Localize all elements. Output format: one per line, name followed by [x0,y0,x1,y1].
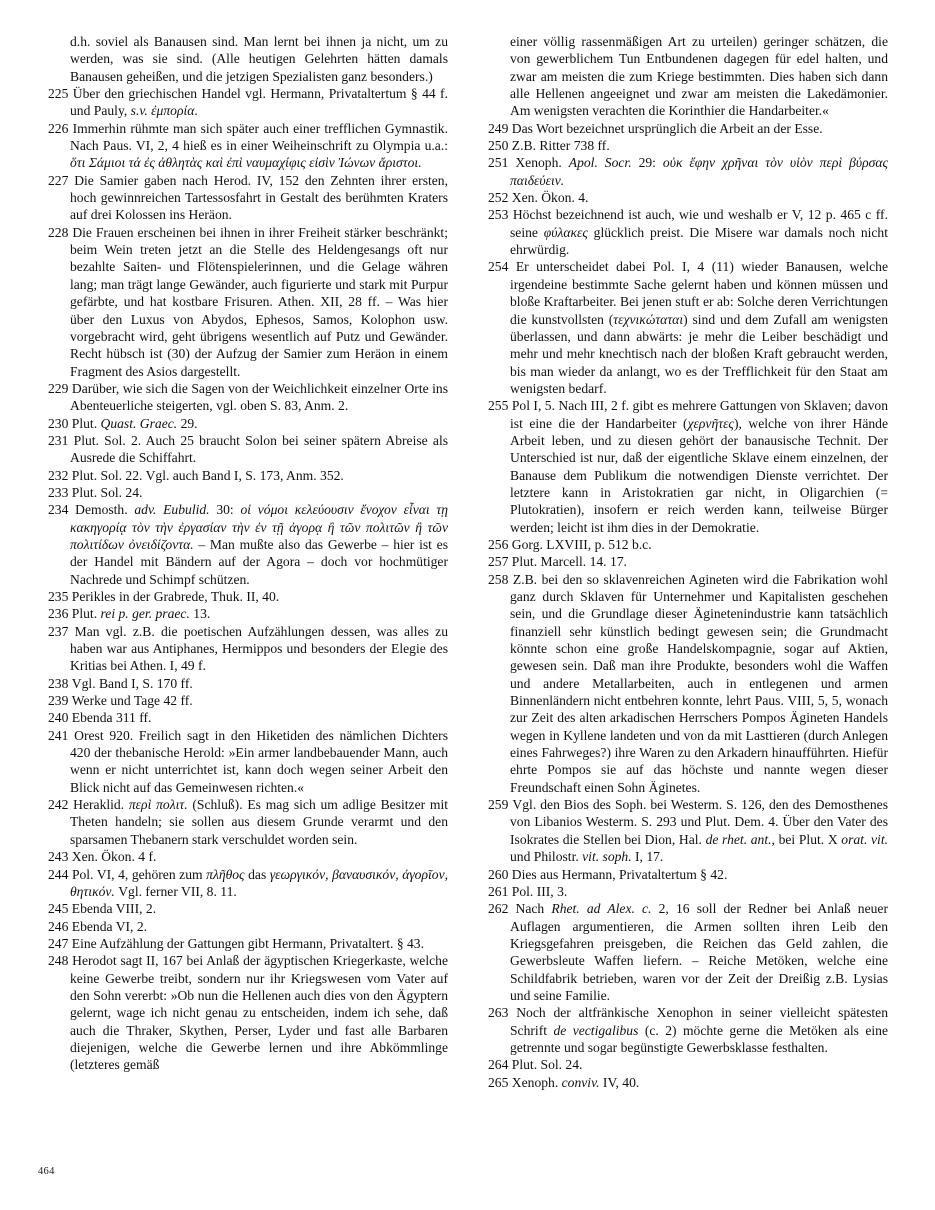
endnote-number: 246 [48,918,72,934]
endnote [48,900,448,917]
endnote-number: 226 [48,120,73,136]
endnote-text: . [194,103,198,119]
endnote-text: Man vgl. z.B. die poetischen Aufzählungen dessen, was alles zu haben war aus Antiphanes, Hermippos und besonders der Elegie des Kritias bei Athen. I, 49 f. [70,623,448,674]
endnote [48,172,448,224]
endnote-text: Pol I, 5. Nach III, 2 f. gibt es mehrere Gattungen von Sklaven; davon ist eine die der Handarbeiter ( [510,398,889,431]
endnote [488,1004,888,1056]
endnote [488,258,888,397]
endnote-number: 254 [488,259,516,275]
endnote-text: glücklich preist. Die Misere war damals noch nicht ehrwürdig. [510,224,888,258]
endnote-number: 248 [48,953,73,969]
endnote-text: Plut. Sol. 2. Auch 25 braucht Solon bei seiner spätern Abreise als Ausrede die Schiffahrt. [70,432,449,466]
endnote-text: das [244,866,270,882]
endnote-text: (Schluß). Es mag sich um adlige Besitzer mit Theten handeln; sie sollen aus diesem Grunde verarmt und den sparsamen Thebanern stark verschuldet worden sein. [70,797,449,847]
left-column [48,33,448,1091]
endnote [48,796,448,848]
endnote-text: IV, 40. [599,1074,640,1090]
endnote-number: 227 [48,172,75,188]
endnote [48,935,448,952]
endnote-number: 264 [488,1057,512,1073]
endnote [488,536,888,553]
endnote-text: ) sind und dem Zufall am wenigsten überlassen, und dann abwärts: je mehr die Leiber beschädigt und mehr und mehr knechtisch nach der bloßen Kraft gebraucht werden, bis man wieder da anlangt, wo es der Trefflichkeit für den Staat am wenigsten bedarf. [510,311,888,396]
page-folio-number: 464 [38,1166,55,1177]
endnote [48,588,448,605]
endnote-text: Xenoph. [511,1074,562,1090]
italic-citation: de vectigalibus [553,1022,639,1038]
endnote-text: Über den griechischen Handel vgl. Hermann, Privataltertum § 44 f. und Pauly, [70,86,448,119]
endnote-text: Vgl. ferner VII, 8. 11. [114,883,237,899]
endnote [48,605,448,622]
endnote [488,397,888,536]
endnote-number: 259 [488,797,513,813]
endnote [48,224,448,380]
endnote [48,623,448,675]
endnote [48,675,448,692]
right-column [488,33,888,1091]
italic-citation: vit. soph. [582,849,632,865]
endnote-number: 251 [488,155,516,171]
endnote-text: Xen. Ökon. 4. [511,190,589,206]
endnote-number: 228 [48,224,73,240]
endnote-text: Ebenda VIII, 2. [71,901,157,917]
italic-citation: conviv. [561,1074,600,1090]
endnote [488,1056,888,1073]
endnote-text: Z.B. bei den so sklavenreichen Agineten wird die Fabrikation wohl ganz durch Sklaven für Unternehmer und Kapitalisten geschehen sein, und die Grundlage dieser Äginetenindustrie kann tatsächlich finanziell sehr künstlich bedingt gewesen sein; die Grundmacht könnte schon eine große Handelskompagnie, sogar auf Aktien, gewesen sein. Daß man ihre Produkte, besonders wohl die Waffen und andere Metallarbeiten, auch in entlegenen und armen Binnenländern nicht entbehren konnte, lehrt Paus. VIII, 5, 5, wonach zur Zeit des alten arkadischen Herrschers Pompos Ägineten Handels wegen in Kyllene landeten und von da mit Lasttieren (durch Anlegen eines Fahrweges?) ihre Waren zu den Arkadern hinaufführten. Hiefür ehrte Pompos sie auf das höchste und nannte wegen dieser Freundschaft einen Sohn Äginetes. [510,571,888,795]
endnote-number: 239 [48,693,72,709]
endnote-text: Plut. Sol. 22. Vgl. auch Band I, S. 173, Anm. 352. [71,467,344,483]
endnote-text: Pol. VI, 4, gehören zum [71,866,207,882]
endnote-text: 30: [209,502,241,518]
endnote-number: 244 [48,866,72,882]
endnote-number: 225 [48,86,73,102]
endnote-text: Dies aus Hermann, Privataltertum § 42. [511,866,728,882]
endnote-text: Immerhin rühmte man sich später auch einer trefflichen Gymnastik. Nach Paus. VI, 2, 4 hieß es in einer Weiheinschrift zu Olympia u.a.: [70,120,448,154]
endnote [488,1074,888,1091]
italic-citation: Quast. Graec. [100,415,178,431]
endnote-number: 247 [48,935,72,951]
endnote-text: Xenoph. [515,155,569,171]
endnote [48,501,448,588]
italic-citation: Apol. Socr. [568,155,632,171]
endnote-number: 263 [488,1005,517,1021]
italic-citation: orat. vit. [841,831,888,847]
greek-quotation: τεχνικώταται [613,311,684,327]
endnote [48,120,448,172]
endnote-number: 240 [48,710,72,726]
endnote-text: 29. [177,415,198,431]
endnote-number: 243 [48,849,72,865]
greek-quotation: οἱ νόμοι κελεύουσιν ἔνοχον εἶναι τῃ κακηγορίᾳ τὸν τὴν ἐργασίαν τὴν ἐν τῇ ἀγορᾳ ἢ τῶν πολιτῶν ἢ τῶν πολιτίδων ὀνειδίζοντα. [70,502,448,552]
endnote [488,571,888,796]
endnote-text: Vgl. den Bios des Soph. bei Westerm. S. 126, den des Demosthenes von Libanios Westerm. S. 293 und Plut. Dem. 4. Über den Vater des Isokrates die Stellen bei Dion, Hal. [510,797,888,847]
endnote-text: Z.B. Ritter 738 ff. [511,138,610,154]
italic-citation: Rhet. ad Alex. c. [551,901,652,917]
endnote-text: Vgl. Band I, S. 170 ff. [71,675,193,691]
endnote [488,137,888,154]
endnote [48,85,448,120]
endnote-number: 262 [488,901,516,917]
endnote-text: Orest 920. Freilich sagt in den Hiketiden des nämlichen Dichters 420 der thebanische Herold: »Ein armer landbebauender Mann, auch wenn er nicht unterrichtet ist, kann doch wegen seiner Arbeit den Blick nicht auf das Gemeinwesen richten.« [70,727,448,795]
greek-quotation: περὶ πολιτ. [128,797,188,813]
endnote-text: Nach [515,901,552,917]
endnote-text: Plut. Sol. 24. [511,1057,583,1073]
endnote-number: 232 [48,467,72,483]
endnote [48,866,448,901]
endnote-number: 235 [48,589,72,604]
endnote [48,467,448,484]
endnote-text: ), welche von ihrer Hände Arbeit leben, und zu diesen gehört der banausische Technit. Der Unterschied ist nur, daß der eigentliche Sklave einem einzelnen, der Banause dem Publikum die notwendigen Dienste verrichtet. Der letztere kann in Aristokratien gar nicht, in Oligarchien (= Plutokratien), insofern er reich werden kann, teilweise Bürger werden; leicht ist ihm dies in der Demokratie. [510,415,888,535]
endnote-text: Er unterscheidet dabei Pol. I, 4 (11) wieder Banausen, welche irgendeine bestimmte Sache gelernt haben und können müssen und bloße Kraftarbeiter. Bei jenen stuft er ab: Solche deren Verrichtungen die kunstvollsten ( [510,259,888,327]
endnote-text: – Man mußte also das Gewerbe – hier ist es der Handel mit Bändern auf der Agora – doch vor hochmütiger Nachrede und Schimpf schützen. [70,536,449,587]
endnote [488,553,888,570]
endnote-text: Ebenda 311 ff. [71,710,152,726]
endnote [488,120,888,137]
endnote-text: 29: [631,155,663,171]
endnote-text: Plut. Marcell. 14. 17. [511,554,627,570]
italic-citation: s.v. ἐμπορία [130,103,195,119]
endnote [48,952,448,1073]
endnote-number: 237 [48,623,75,639]
endnote [48,380,448,415]
endnote [48,415,448,432]
endnote-text: Perikles in der Grabrede, Thuk. II, 40. [71,589,280,604]
endnote [48,727,448,796]
endnote-number: 252 [488,190,512,206]
endnote-text: Ebenda VI, 2. [71,918,148,934]
endnote-text: und Philostr. [510,849,583,865]
endnote [488,883,888,900]
endnote [48,848,448,865]
endnote-text: Werke und Tage 42 ff. [71,693,193,709]
greek-quotation: ὅτι Σάμιοι τά ἐς ἀθλητὰς καὶ ἐπὶ ναυμαχίφις εἰσὶν Ἰώνων ἄριστοι. [70,155,422,171]
continuation-paragraph-left: d.h. soviel als Banausen sind. Man lernt bei ihnen ja nicht, um zu werden, was sie sind. (Alle heutigen Gelehrten hätten damals Banausen geheißen, und die jetzigen Spezialisten ganz besonders.) [70,34,448,84]
endnote-text: Eine Aufzählung der Gattungen gibt Hermann, Privataltert. § 43. [71,935,425,951]
endnote-number: 260 [488,866,512,882]
endnote [488,796,888,865]
endnote-text: Plut. [71,606,101,622]
greek-quotation: φύλακες [543,224,588,240]
italic-citation: rei p. ger. praec. [100,606,190,622]
endnote-number: 236 [48,606,72,622]
endnote-number: 253 [488,207,513,223]
notes-list-left [48,85,448,1074]
endnote-text: 2, 16 soll der Redner bei Anlaß neuer Auflagen argumentieren, die Armen sollten ihren Leib den Kriegsgefahren preisgeben, die Reichen das Geld zahlen, die Gewerbsleute Waffen liefern. – Reiche Metöken, welche eine Schildfabrik betrieben, waren vor der Zeit der Dreißig z.B. Lysias und seine Familie. [510,901,888,1003]
notes-list-right [488,120,888,1091]
endnote [48,432,448,467]
endnote-number: 234 [48,502,76,518]
endnote-number: 230 [48,415,72,431]
endnote [488,900,888,1004]
endnote [48,484,448,501]
endnote-text: Herodot sagt II, 167 bei Anlaß der ägyptischen Kriegerkaste, welche keine Gewerbe treibt, sondern nur ihr Kriegswesen vom Vater auf den Sohn vererbt: »Ob nun die Hellenen auch dies von den Ägyptern gelernt, wage ich nicht genau zu entscheiden, indem ich sehe, daß auch die Thraker, Skythen, Perser, Lyder und fast alle Barbaren diejenigen, welche die Gewerbe lernen und ihre Abkömmlinge (letzteres gemäß [70,953,448,1073]
endnote-text: Noch der altfränkische Xenophon in seiner vielleicht spätesten Schrift [510,1005,889,1038]
endnote [488,154,888,189]
endnote-text: Xen. Ökon. 4 f. [71,849,157,865]
endnote-text: Das Wort bezeichnet ursprünglich die Arbeit an der Esse. [511,120,823,136]
endnote [48,709,448,726]
endnote [48,918,448,935]
endnote-number: 242 [48,797,74,813]
endnote-text: , bei Plut. X [771,831,842,847]
endnote-text: Die Frauen erscheinen bei ihnen in ihrer Freiheit stärker beschränkt; beim Wein treten jetzt an die Stelle des Heldengesangs oft nur bezahlte Saiten- und Flötenspielerinnen, und die Gelage währen lang; man trägt lange Gewänder, auch figurierte und stark mit Purpur gefärbte, und hat kostbare Frisuren. Athen. XII, 28 ff. – Was hier über den Luxus von Abydos, Ephesos, Samos, Kolophon usw. vorgebracht wird, geht übrigens wesentlich auf Putz und Gewänder. Recht hübsch ist (30) der Aufzug der Samier zum Heräon in einem Fragment des Asios dargestellt. [70,224,448,379]
endnote-number: 245 [48,901,72,917]
endnote-number: 255 [488,398,512,414]
italic-citation: de rhet. ant. [705,831,772,847]
endnote-text: Plut. [71,415,101,431]
endnote [488,189,888,206]
endnote-number: 261 [488,883,512,899]
continuation-paragraph-right: einer völlig rassenmäßigen Art zu urteilen) geringer schätzen, die von gewerblichem Tun Entbundenen dagegen für edel halten, und zwar am meisten die zum Kriege bestimmten. Dies haben sich dann alle Hellenen angeeignet und zwar am meisten die Lakedämonier. Am wenigsten verachten die Korinthier die Handarbeiter.« [510,34,888,119]
endnote-number: 250 [488,138,512,154]
two-column-body [48,33,888,1091]
endnote-number: 229 [48,380,72,396]
endnote [488,866,888,883]
greek-quotation: οὐκ ἔφην χρῆναι τὸν υἱὸν περὶ βύρσας παιδεύειν. [510,155,888,188]
endnote-number: 265 [488,1074,512,1090]
endnote-text: Gorg. LXVIII, p. 512 b.c. [511,536,652,552]
endnote-text: Demosth. [75,502,135,518]
endnote-number: 231 [48,432,74,448]
endnote-number: 249 [488,120,512,136]
greek-quotation: πλῆθος [206,866,245,882]
endnote-number: 233 [48,484,72,500]
endnote-number: 238 [48,675,72,691]
endnote-text: Plut. Sol. 24. [71,484,143,500]
endnote [48,692,448,709]
endnote-text: (c. 2) möchte gerne die Metöken als eine getrennte und sogar begünstigte Gewerbsklasse festhalten. [510,1022,888,1055]
endnote-text: Heraklid. [73,797,129,813]
endnote-text: Die Samier gaben nach Herod. IV, 152 den Zehnten ihrer ersten, hoch gewinnreichen Tartessosfahrt in Gestalt des berühmten Kraters auf drei Kolossen ins Heräon. [70,172,448,223]
endnote-number: 257 [488,554,512,570]
endnote-text: I, 17. [631,849,664,865]
endnote-text: 13. [189,606,211,622]
italic-citation: adv. Eubulid. [134,502,210,518]
endnote-number: 258 [488,571,513,587]
endnote-number: 256 [488,536,512,552]
endnote-text: Höchst bezeichnend ist auch, wie und weshalb er V, 12 p. 465 c ff. seine [510,207,888,240]
endnote-number: 241 [48,727,75,743]
greek-quotation: χερνῆτες [687,415,734,431]
endnote-text: Darüber, wie sich die Sagen von der Weichlichkeit einzelner Orte ins Abenteuerliche steigerten, vgl. oben S. 83, Anm. 2. [70,380,449,414]
endnote [488,206,888,258]
endnote-text: Pol. III, 3. [511,883,568,899]
greek-quotation: γεωργικόν, βαναυσικόν, ἀγορῖον, θητικόν. [70,866,449,899]
